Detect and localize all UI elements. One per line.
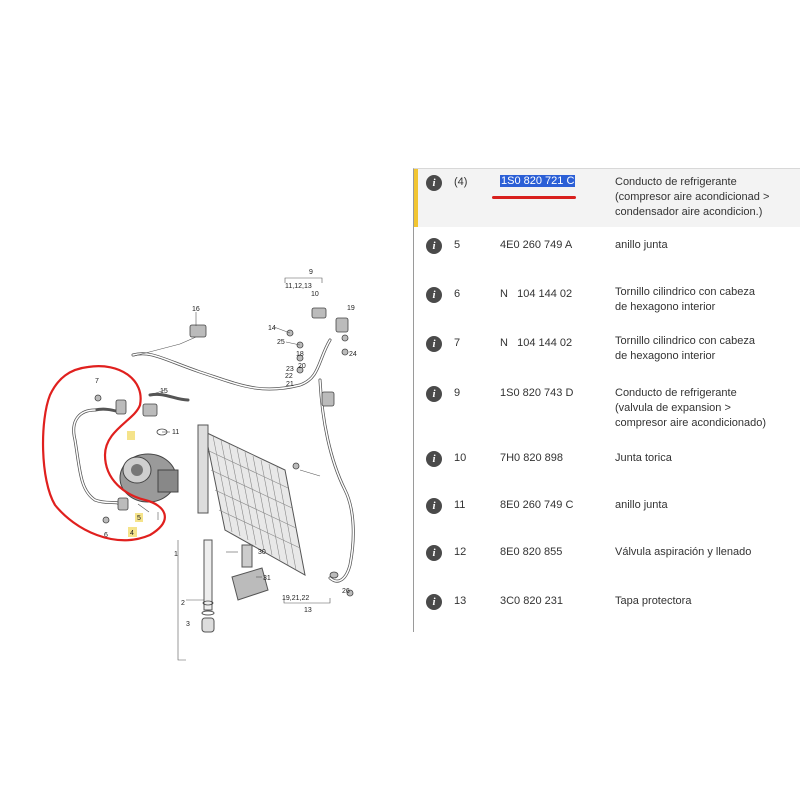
part-number: N 104 144 02 bbox=[500, 288, 573, 300]
part-description: Junta torica bbox=[615, 452, 672, 464]
part-number: 1S0 820 721 C bbox=[501, 175, 575, 187]
parts-row[interactable] bbox=[414, 276, 800, 326]
parts-list bbox=[413, 168, 800, 632]
callout-label: 4 bbox=[130, 530, 134, 537]
part-number: 4E0 260 749 A bbox=[500, 239, 573, 251]
position-number: 7 bbox=[454, 337, 461, 349]
position-number: 11 bbox=[454, 499, 466, 511]
callout-label: 22 bbox=[285, 373, 293, 380]
part-description: Tornillo cilindrico con cabeza de hexagono interior bbox=[615, 335, 756, 362]
callout-label: 14 bbox=[268, 325, 276, 332]
part-number: N 104 144 02 bbox=[500, 337, 573, 349]
position-number: (4) bbox=[454, 176, 468, 188]
callout-label: 23 bbox=[286, 366, 294, 373]
callout-label: 15 bbox=[160, 388, 168, 395]
part-number: 8E0 260 749 C bbox=[500, 499, 574, 511]
parts-row[interactable] bbox=[414, 534, 800, 583]
callout-label: 30 bbox=[258, 549, 266, 556]
part-description: Tornillo cilindrico con cabeza de hexagono interior bbox=[615, 286, 756, 313]
parts-row[interactable] bbox=[414, 169, 800, 228]
info-icon[interactable]: i bbox=[426, 287, 442, 303]
part-number: 3C0 820 231 bbox=[500, 595, 563, 607]
info-icon[interactable]: i bbox=[426, 386, 442, 402]
info-icon[interactable]: i bbox=[426, 175, 442, 191]
callout-label: 11 bbox=[172, 429, 180, 436]
part-description: anillo junta bbox=[615, 499, 668, 511]
position-number: 10 bbox=[454, 452, 467, 464]
position-number: 9 bbox=[454, 387, 461, 399]
callout-label: 1 bbox=[174, 551, 178, 558]
parts-row[interactable] bbox=[414, 440, 800, 488]
callout-label: 21 bbox=[286, 381, 294, 388]
part-description: Tapa protectora bbox=[615, 595, 692, 607]
callout-label: 6 bbox=[104, 532, 108, 539]
callout-label: 31 bbox=[263, 575, 271, 582]
callout-label: 10 bbox=[311, 291, 319, 298]
callout-label: 9 bbox=[309, 269, 313, 276]
part-number: 1S0 820 743 D bbox=[500, 387, 574, 399]
callout-label: 5 bbox=[137, 515, 141, 522]
position-number: 13 bbox=[454, 595, 467, 607]
callout-label: 16 bbox=[192, 306, 200, 313]
info-icon[interactable]: i bbox=[426, 498, 442, 514]
callout-label: 20 bbox=[298, 363, 306, 370]
parts-row[interactable] bbox=[414, 374, 800, 441]
part-number: 8E0 820 855 bbox=[500, 546, 563, 558]
callout-label: 18 bbox=[296, 351, 304, 358]
info-icon[interactable]: i bbox=[426, 451, 442, 467]
callout-label: 2 bbox=[181, 600, 185, 607]
callout-label: 19 bbox=[347, 305, 355, 312]
info-icon[interactable]: i bbox=[426, 336, 442, 352]
parts-row[interactable] bbox=[414, 325, 800, 375]
receiver-drier bbox=[202, 540, 214, 632]
part-description: anillo junta bbox=[615, 239, 668, 251]
callout-label: 25 bbox=[277, 339, 285, 346]
parts-row[interactable] bbox=[414, 487, 800, 535]
info-icon[interactable]: i bbox=[426, 594, 442, 610]
part-description: Válvula aspiración y llenado bbox=[615, 546, 752, 558]
callout-label: 7 bbox=[95, 378, 99, 385]
position-number: 12 bbox=[454, 546, 467, 558]
part-description: Conducto de refrigerante (compresor aire acondicionad > condensador aire acondicion.) bbox=[615, 176, 770, 218]
part-description: Conducto de refrigerante (valvula de expansion > compresor aire acondicionado) bbox=[615, 387, 767, 429]
position-number: 6 bbox=[454, 288, 461, 300]
callout-label: 11,12,13 bbox=[285, 283, 312, 290]
callout-label: 13 bbox=[304, 607, 312, 614]
red-annotation-outline bbox=[43, 366, 165, 540]
parts-row[interactable] bbox=[414, 227, 800, 277]
position-number: 5 bbox=[454, 239, 461, 251]
callout-label: 26 bbox=[342, 588, 350, 595]
info-icon[interactable]: i bbox=[426, 545, 442, 561]
callout-label: 24 bbox=[349, 351, 357, 358]
parts-row[interactable] bbox=[414, 582, 800, 630]
callout-label: 3 bbox=[186, 621, 190, 628]
part-number: 7H0 820 898 bbox=[500, 452, 563, 464]
info-icon[interactable]: i bbox=[426, 238, 442, 254]
red-underline bbox=[492, 196, 576, 199]
callout-label: 19,21,22 bbox=[282, 595, 310, 602]
